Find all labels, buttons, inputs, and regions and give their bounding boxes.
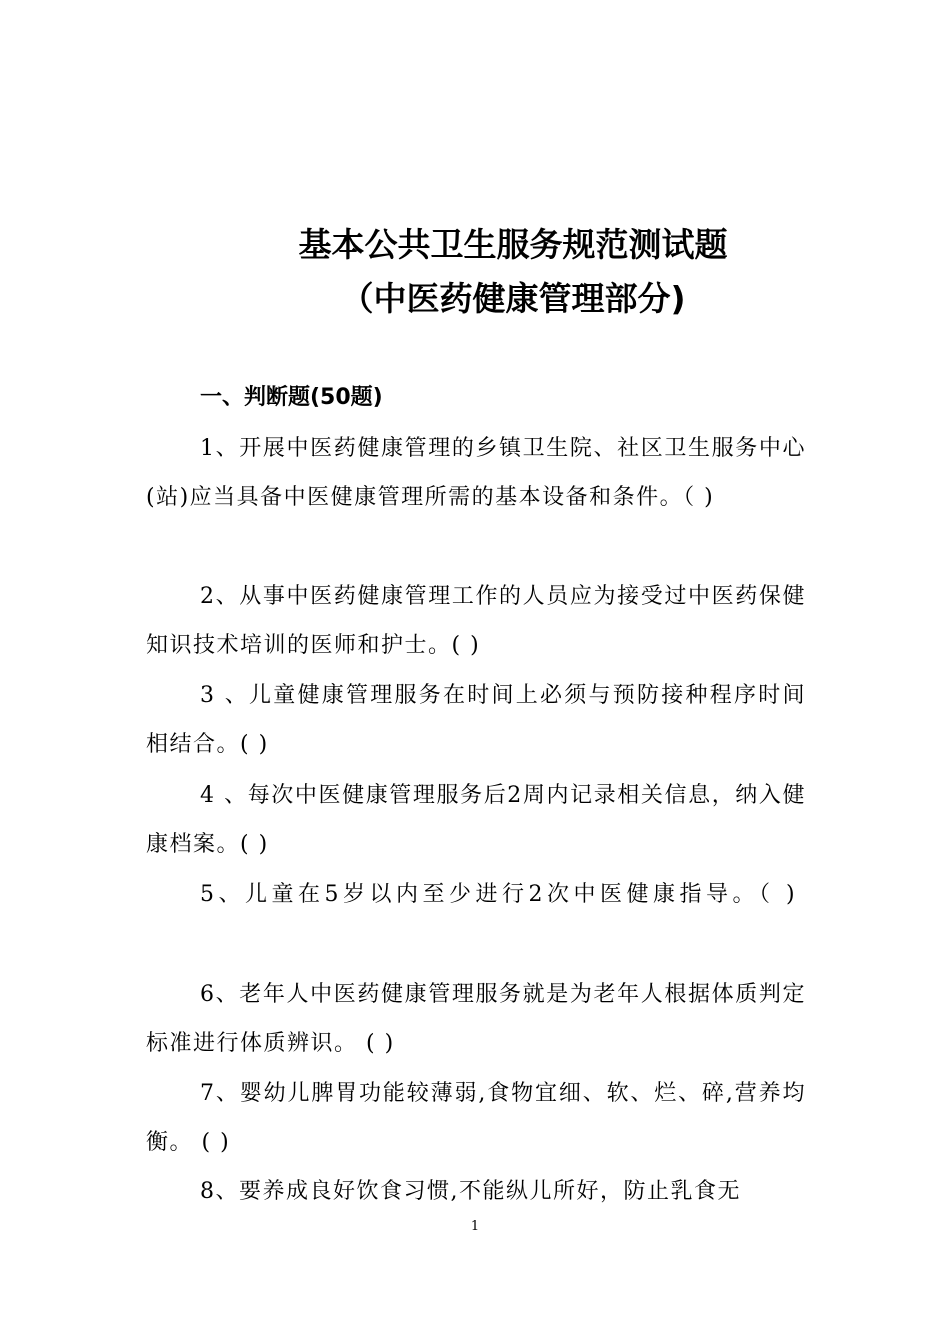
question-item: 4 、每次中医健康管理服务后2周内记录相关信息，纳入健康档案。( ) xyxy=(146,783,806,857)
section-heading: 一、判断题(50题) xyxy=(200,385,383,410)
document-subtitle: （中医药健康管理部分) xyxy=(340,279,686,318)
question-item: 1、开展中医药健康管理的乡镇卫生院、社区卫生服务中心(站)应当具备中医健康管理所需的基本设备和条件。（ ) xyxy=(146,436,806,510)
question-item: 2、从事中医药健康管理工作的人员应为接受过中医药保健知识技术培训的医师和护士。( ) xyxy=(146,584,806,658)
question-item: 3 、儿童健康管理服务在时间上必须与预防接种程序时间相结合。( ) xyxy=(146,683,806,757)
question-item: 5、儿童在5岁以内至少进行2次中医健康指导。（ ) xyxy=(200,882,800,907)
question-item: 8、要养成良好饮食习惯,不能纵儿所好，防止乳食无 xyxy=(200,1179,741,1204)
document-title: 基本公共卫生服务规范测试题 xyxy=(298,225,728,264)
question-item: 7、婴幼儿脾胃功能较薄弱,食物宜细、软、烂、碎,营养均衡。 ( ) xyxy=(146,1081,806,1155)
page-number: 1 xyxy=(470,1219,480,1234)
question-item: 6、老年人中医药健康管理服务就是为老年人根据体质判定标准进行体质辨识。 ( ) xyxy=(146,982,806,1056)
